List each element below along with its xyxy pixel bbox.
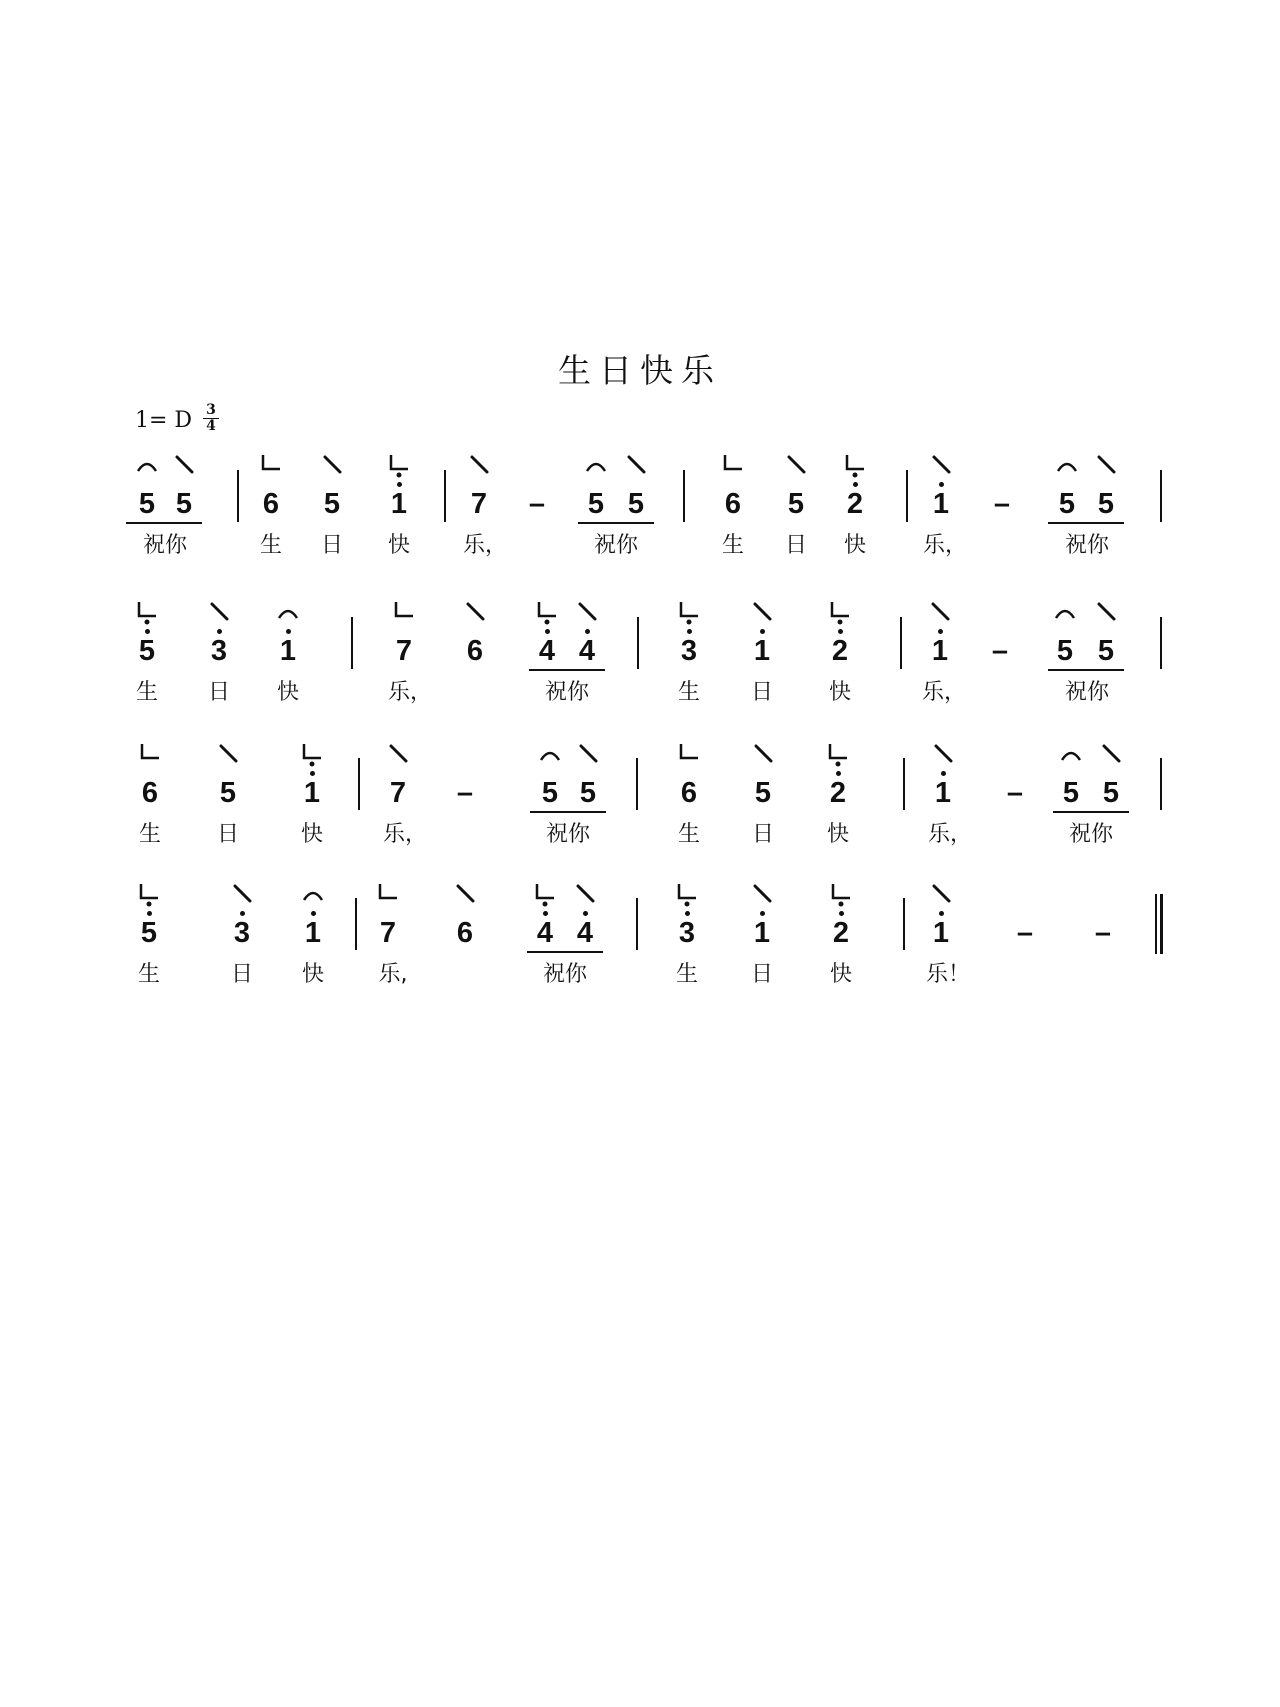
note-3: 3: [210, 635, 228, 667]
lyric: 日: [320, 533, 343, 558]
bar-line: [444, 470, 446, 522]
octave-high-dot: [760, 629, 765, 634]
lyric: 祝你: [593, 533, 638, 558]
note-1: 1: [753, 635, 771, 667]
note-4: 4: [578, 635, 596, 667]
finger-pluck-mark-icon: [539, 602, 556, 616]
palm-strum-mark-icon: [458, 886, 473, 901]
finger-pluck-mark-icon: [679, 884, 696, 898]
note-1: 1: [753, 917, 771, 949]
octave-dot: [147, 911, 152, 916]
bar-line: [237, 470, 239, 522]
octave-high-dot: [939, 911, 944, 916]
palm-strum-mark-icon: [1099, 457, 1114, 472]
lyric: 生: [137, 962, 160, 987]
sustain-dash: –: [1094, 917, 1112, 949]
sustain-dash: –: [993, 488, 1011, 520]
lyric: 快: [301, 962, 324, 987]
palm-strum-mark-icon: [936, 746, 951, 761]
breath-arc-icon: [138, 464, 156, 471]
note-5: 5: [138, 488, 156, 520]
note-7: 7: [389, 777, 407, 809]
note-5: 5: [587, 488, 605, 520]
finger-pluck-mark-icon: [847, 455, 864, 469]
finger-pluck-mark-icon: [139, 602, 156, 616]
note-1: 1: [931, 635, 949, 667]
note-5: 5: [579, 777, 597, 809]
octave-high-dot: [583, 911, 588, 916]
note-4: 4: [538, 635, 556, 667]
eighth-underline: [527, 951, 603, 953]
palm-strum-mark-icon: [212, 604, 227, 619]
lyric: 祝你: [142, 533, 187, 558]
octave-high-dot: [685, 911, 690, 916]
octave-high-dot: [939, 482, 944, 487]
palm-strum-mark-icon: [391, 746, 406, 761]
palm-strum-mark-icon: [1104, 746, 1119, 761]
palm-strum-mark-icon: [756, 746, 771, 761]
lyric: 快: [829, 962, 852, 987]
note-3: 3: [678, 917, 696, 949]
lyric: 乐！: [925, 962, 970, 987]
lyric: 日: [750, 962, 773, 987]
finger-pluck-mark-icon: [681, 602, 698, 616]
palm-strum-mark-icon: [221, 746, 236, 761]
octave-high-dot: [217, 629, 222, 634]
note-1: 1: [932, 488, 950, 520]
note-1: 1: [279, 635, 297, 667]
bar-line: [1160, 470, 1162, 522]
time-signature-bottom: 4: [203, 418, 219, 434]
finger-pluck-mark-icon: [304, 744, 321, 758]
lyric: 快: [300, 822, 323, 847]
octave-high-dot: [310, 771, 315, 776]
note-2: 2: [846, 488, 864, 520]
note-6: 6: [466, 635, 484, 667]
breath-arc-icon: [1062, 753, 1080, 760]
note-5: 5: [323, 488, 341, 520]
palm-strum-mark-icon: [578, 886, 593, 901]
lyric: 祝你: [1064, 680, 1109, 705]
breath-arc-icon: [304, 893, 322, 900]
octave-high-dot: [836, 771, 841, 776]
note-5: 5: [1102, 777, 1120, 809]
note-5: 5: [140, 917, 158, 949]
lyric: 快: [387, 533, 410, 558]
note-5: 5: [175, 488, 193, 520]
lyric: 日: [207, 680, 230, 705]
lyric: 生: [677, 822, 700, 847]
lyric: 快: [826, 822, 849, 847]
bar-line: [900, 617, 902, 669]
lyric: 生: [138, 822, 161, 847]
breath-arc-icon: [587, 464, 605, 471]
sustain-dash: –: [456, 777, 474, 809]
lyric: 日: [751, 822, 774, 847]
palm-strum-mark-icon: [472, 457, 487, 472]
note-7: 7: [379, 917, 397, 949]
eighth-underline: [1048, 522, 1124, 524]
bar-line: [636, 758, 638, 810]
note-1: 1: [932, 917, 950, 949]
lyric: 乐，: [921, 680, 966, 705]
bar-line: [355, 898, 357, 950]
lyric: 日: [216, 822, 239, 847]
note-7: 7: [470, 488, 488, 520]
palm-strum-mark-icon: [789, 457, 804, 472]
octave-high-dot: [397, 482, 402, 487]
song-title: 生日快乐: [558, 351, 722, 390]
staccato-dot-icon: [685, 902, 690, 907]
palm-strum-mark-icon: [934, 457, 949, 472]
note-1: 1: [303, 777, 321, 809]
palm-strum-mark-icon: [629, 457, 644, 472]
octave-high-dot: [240, 911, 245, 916]
octave-high-dot: [543, 911, 548, 916]
sustain-dash: –: [1006, 777, 1024, 809]
finger-pluck-mark-icon: [830, 744, 847, 758]
sustain-dash: –: [1016, 917, 1034, 949]
note-5: 5: [1056, 635, 1074, 667]
note-5: 5: [138, 635, 156, 667]
note-5: 5: [219, 777, 237, 809]
staccato-dot-icon: [397, 473, 402, 478]
lyric: 乐，: [382, 822, 427, 847]
note-6: 6: [724, 488, 742, 520]
sustain-dash: –: [528, 488, 546, 520]
lyric: 生: [135, 680, 158, 705]
breath-arc-icon: [1056, 611, 1074, 618]
palm-strum-mark-icon: [933, 604, 948, 619]
note-4: 4: [576, 917, 594, 949]
note-5: 5: [787, 488, 805, 520]
finger-pluck-mark-icon: [263, 455, 280, 469]
finger-pluck-mark-icon: [396, 602, 413, 616]
note-1: 1: [390, 488, 408, 520]
lyric: 祝你: [545, 822, 590, 847]
note-5: 5: [541, 777, 559, 809]
staccato-dot-icon: [543, 902, 548, 907]
note-5: 5: [1058, 488, 1076, 520]
octave-high-dot: [938, 629, 943, 634]
staccato-dot-icon: [838, 620, 843, 625]
lyric: 生: [677, 680, 700, 705]
lyric: 祝你: [544, 680, 589, 705]
eighth-underline: [126, 522, 202, 524]
note-5: 5: [754, 777, 772, 809]
lyric: 祝你: [542, 962, 587, 987]
finger-pluck-mark-icon: [141, 884, 158, 898]
finger-pluck-mark-icon: [391, 455, 408, 469]
sustain-dash: –: [991, 635, 1009, 667]
breath-arc-icon: [279, 611, 297, 618]
staccato-dot-icon: [836, 762, 841, 767]
staccato-dot-icon: [310, 762, 315, 767]
octave-high-dot: [941, 771, 946, 776]
bar-line: [637, 617, 639, 669]
octave-high-dot: [311, 911, 316, 916]
eighth-underline: [530, 811, 606, 813]
bar-line: [636, 898, 638, 950]
eighth-underline: [578, 522, 654, 524]
finger-pluck-mark-icon: [681, 744, 698, 758]
bar-line: [1160, 617, 1162, 669]
finger-pluck-mark-icon: [832, 602, 849, 616]
time-signature-top: 3: [206, 402, 216, 418]
palm-strum-mark-icon: [235, 886, 250, 901]
lyric: 乐，: [927, 822, 972, 847]
palm-strum-mark-icon: [177, 457, 192, 472]
bar-line: [906, 470, 908, 522]
staccato-dot-icon: [147, 902, 152, 907]
palm-strum-mark-icon: [468, 604, 483, 619]
octave-high-dot: [286, 629, 291, 634]
octave-high-dot: [760, 911, 765, 916]
finger-pluck-mark-icon: [833, 884, 850, 898]
staccato-dot-icon: [145, 620, 150, 625]
octave-high-dot: [838, 629, 843, 634]
note-6: 6: [680, 777, 698, 809]
lyric: 乐，: [462, 533, 507, 558]
note-1: 1: [304, 917, 322, 949]
lyric: 日: [750, 680, 773, 705]
staccato-dot-icon: [853, 473, 858, 478]
octave-high-dot: [585, 629, 590, 634]
finger-pluck-mark-icon: [142, 744, 159, 758]
palm-strum-mark-icon: [581, 746, 596, 761]
staccato-dot-icon: [839, 902, 844, 907]
lyric: 日: [784, 533, 807, 558]
note-6: 6: [141, 777, 159, 809]
note-3: 3: [233, 917, 251, 949]
breath-arc-icon: [1058, 464, 1076, 471]
palm-strum-mark-icon: [755, 604, 770, 619]
final-bar-line-thick: [1160, 894, 1163, 954]
note-5: 5: [1097, 635, 1115, 667]
lyric: 祝你: [1064, 533, 1109, 558]
note-5: 5: [627, 488, 645, 520]
bar-line: [358, 758, 360, 810]
bar-line: [1160, 758, 1162, 810]
note-6: 6: [456, 917, 474, 949]
finger-pluck-mark-icon: [725, 455, 742, 469]
palm-strum-mark-icon: [755, 886, 770, 901]
lyric: 乐，: [387, 680, 432, 705]
palm-strum-mark-icon: [934, 886, 949, 901]
note-4: 4: [536, 917, 554, 949]
eighth-underline: [1048, 669, 1124, 671]
lyric: 生: [675, 962, 698, 987]
lyric: 乐，: [922, 533, 967, 558]
note-1: 1: [934, 777, 952, 809]
eighth-underline: [529, 669, 605, 671]
bar-line: [683, 470, 685, 522]
palm-strum-mark-icon: [580, 604, 595, 619]
lyric: 快: [843, 533, 866, 558]
lyric: 日: [230, 962, 253, 987]
note-2: 2: [829, 777, 847, 809]
lyric: 乐,: [378, 962, 408, 987]
lyric: 快: [276, 680, 299, 705]
key-signature: 1= D: [135, 408, 193, 433]
note-3: 3: [680, 635, 698, 667]
staccato-dot-icon: [545, 620, 550, 625]
staccato-dot-icon: [687, 620, 692, 625]
octave-high-dot: [687, 629, 692, 634]
lyric: 祝你: [1068, 822, 1113, 847]
note-5: 5: [1097, 488, 1115, 520]
octave-high-dot: [545, 629, 550, 634]
octave-high-dot: [853, 482, 858, 487]
note-2: 2: [832, 917, 850, 949]
eighth-underline: [1053, 811, 1129, 813]
bar-line: [351, 617, 353, 669]
breath-arc-icon: [541, 753, 559, 760]
bar-line: [903, 758, 905, 810]
lyric: 快: [828, 680, 851, 705]
lyric: 生: [259, 533, 282, 558]
palm-strum-mark-icon: [1099, 604, 1114, 619]
note-6: 6: [262, 488, 280, 520]
note-5: 5: [1062, 777, 1080, 809]
final-bar-line-thin: [1155, 894, 1157, 954]
note-7: 7: [395, 635, 413, 667]
palm-strum-mark-icon: [325, 457, 340, 472]
finger-pluck-mark-icon: [537, 884, 554, 898]
octave-dot: [145, 629, 150, 634]
note-2: 2: [831, 635, 849, 667]
lyric: 生: [721, 533, 744, 558]
octave-high-dot: [839, 911, 844, 916]
finger-pluck-mark-icon: [380, 884, 397, 898]
bar-line: [903, 898, 905, 950]
